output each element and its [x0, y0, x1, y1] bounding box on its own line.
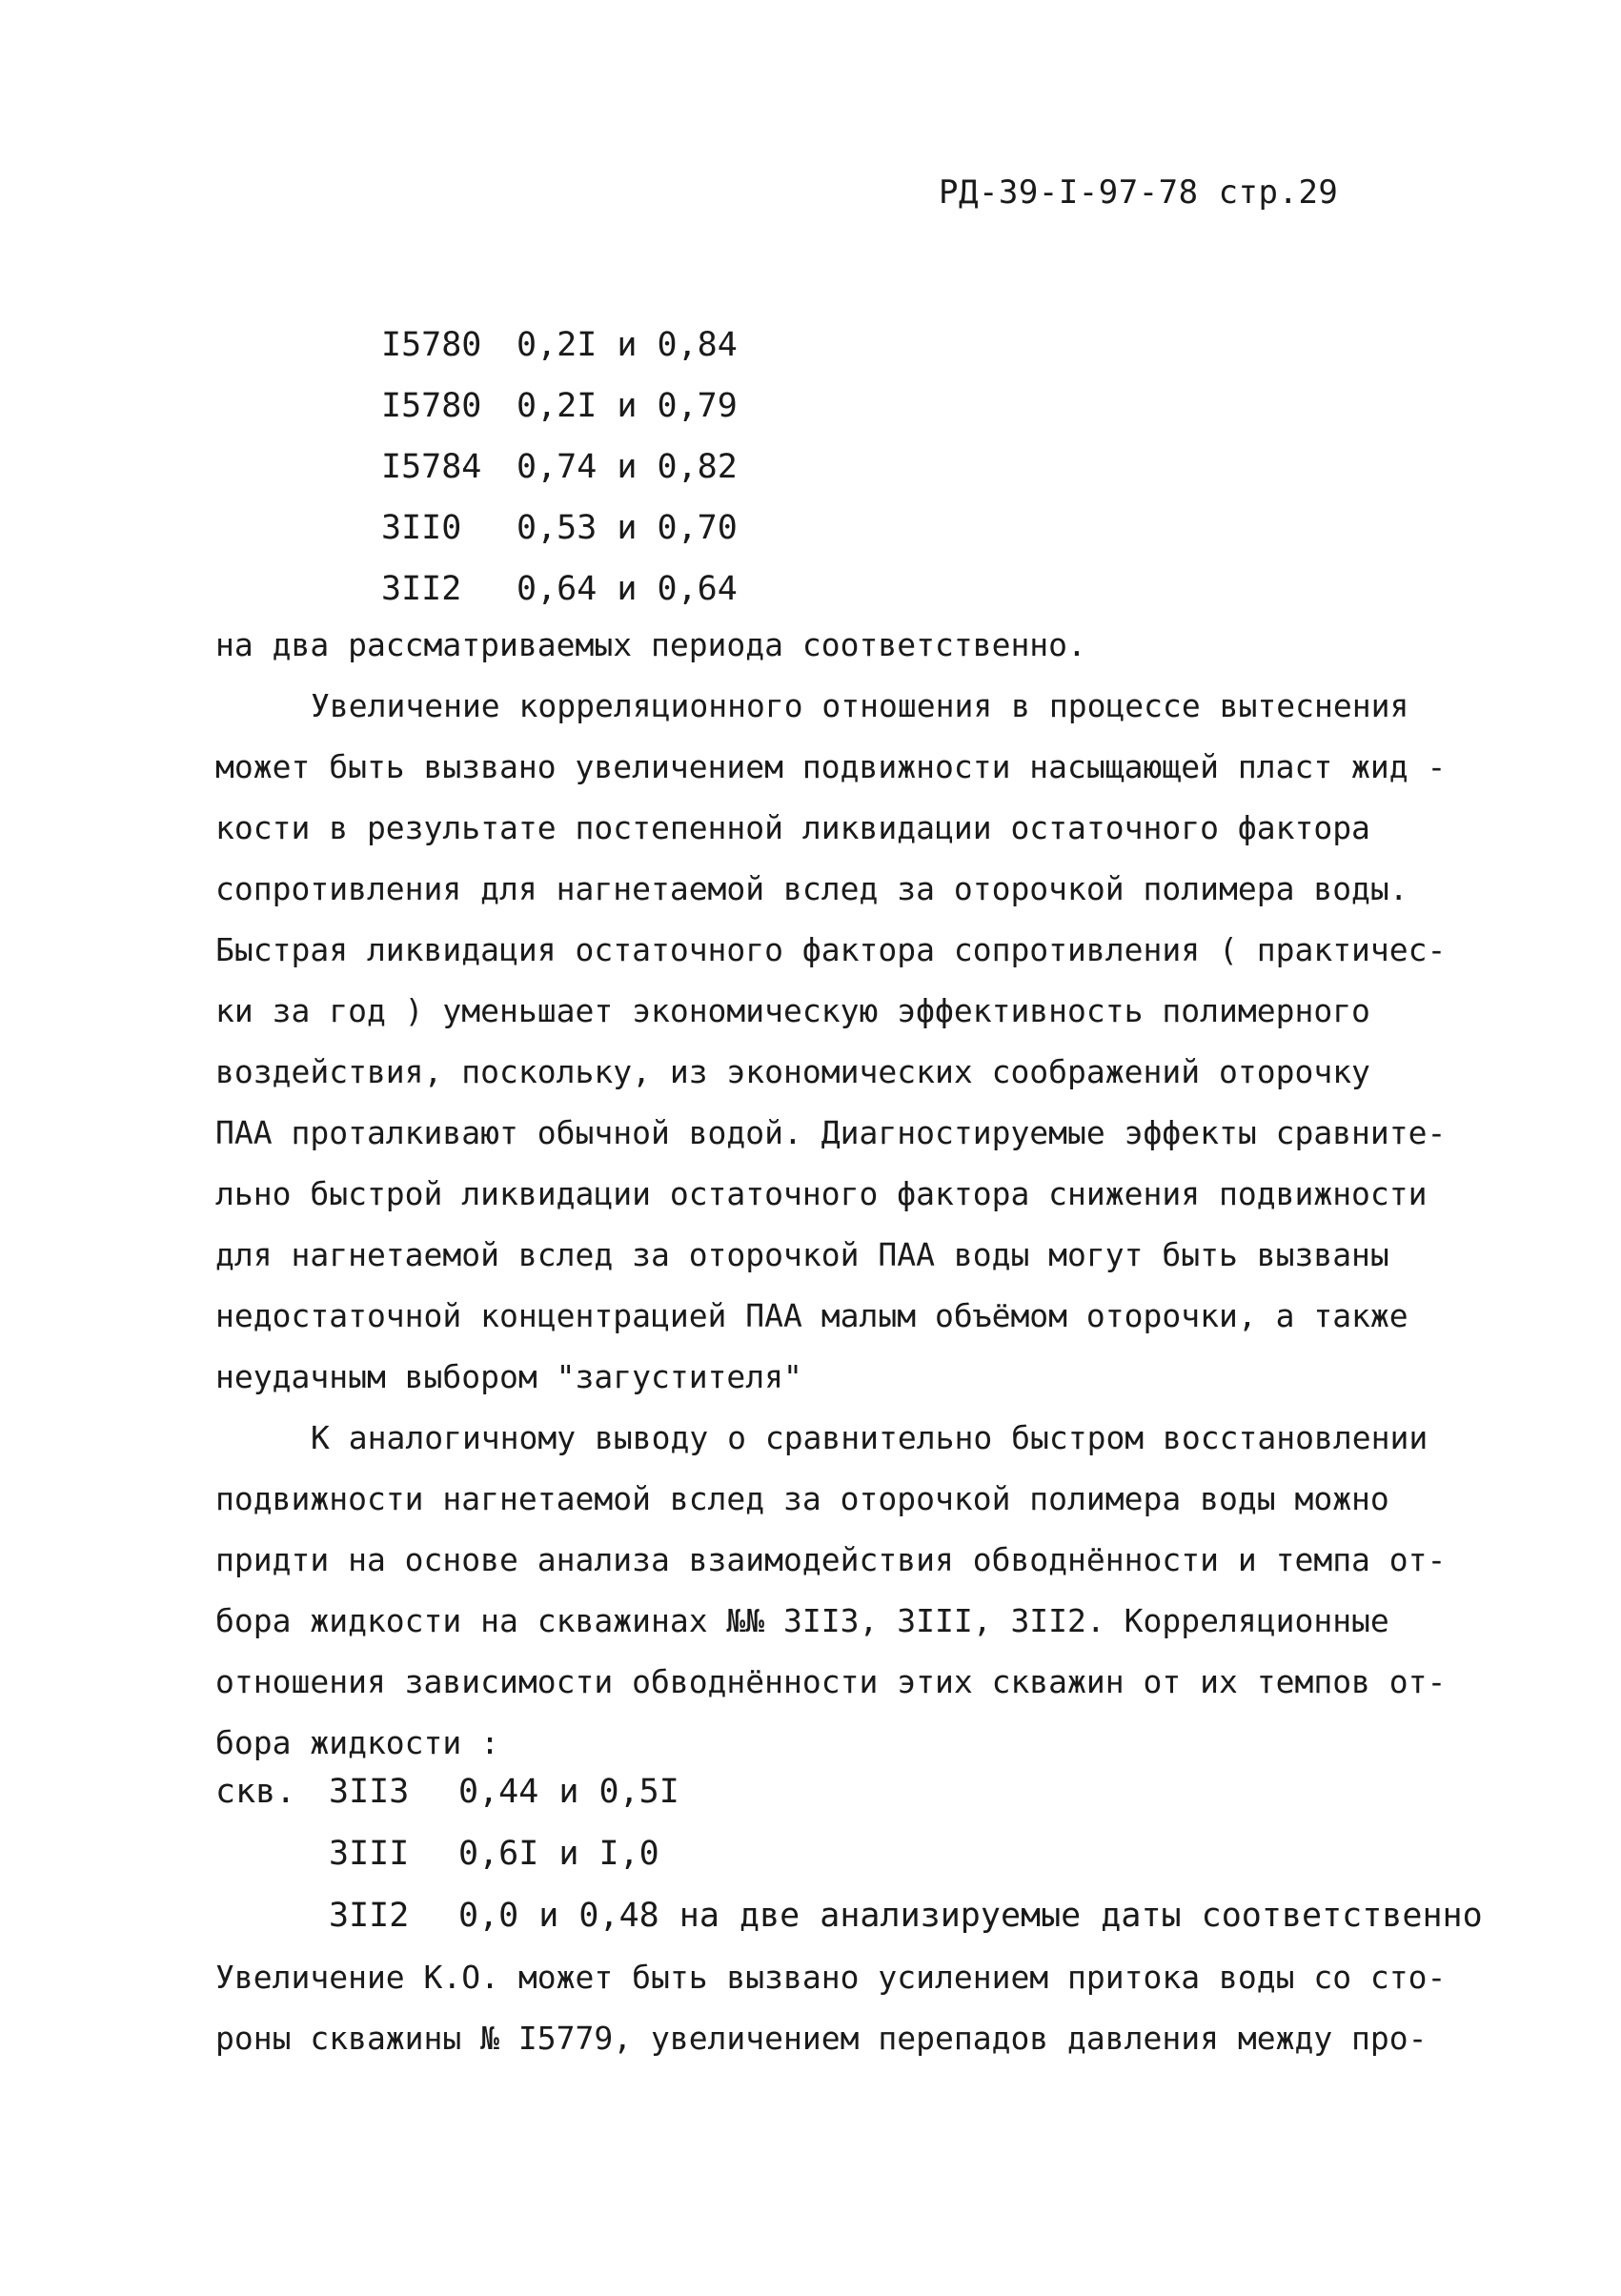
text-line: неудачным выбором "загустителя": [215, 1358, 802, 1395]
text-line: К аналогичному выводу о сравнительно быстром восстановлении: [311, 1419, 1429, 1456]
table-row: [381, 498, 738, 559]
text-line: ПАА проталкивают обычной водой. Диагностируемые эффекты сравните-: [215, 1114, 1447, 1151]
correlation-values: 0,2I и 0,84: [517, 326, 738, 364]
correlation-values: 0,6I и I,0: [458, 1835, 659, 1873]
paragraph-analogous-conclusion: [215, 1408, 1445, 1774]
text-line: Быстрая ликвидация остаточного фактора сопротивления ( практичес-: [215, 931, 1447, 968]
well-number: I5780: [381, 326, 482, 364]
well-number: 3II3: [329, 1773, 410, 1811]
text-line: придти на основе анализа взаимодействия обводнённости и темпа от-: [215, 1541, 1447, 1578]
table-row: [215, 1823, 1483, 1885]
well-number: 3II0: [381, 509, 462, 547]
text-line: отношения зависимости обводнённости этих скважин от их темпов от-: [215, 1663, 1447, 1700]
text-line: воздействия, поскольку, из экономических соображений оторочку: [215, 1053, 1370, 1090]
text-line: льно быстрой ликвидации остаточного фактора снижения подвижности: [215, 1175, 1428, 1212]
correlation-values: 0,74 и 0,82: [517, 448, 738, 486]
table-row: [215, 1761, 1483, 1823]
correlation-values: 0,2I и 0,79: [517, 387, 738, 425]
text-line: роны скважины № I5779, увеличением перепадов давления между про-: [215, 2020, 1428, 2057]
correlation-table-1: [381, 315, 738, 620]
well-prefix: скв.: [215, 1773, 296, 1811]
well-number: 3II2: [381, 570, 462, 608]
text-line: сопротивления для нагнетаемой вслед за оторочкой полимера воды.: [215, 870, 1408, 907]
correlation-table-2: [215, 1761, 1483, 1947]
table-row: [215, 1885, 1483, 1947]
well-number: 3II2: [329, 1897, 410, 1935]
paragraph-ko-increase: [215, 1947, 1445, 2069]
table-row: [381, 315, 738, 376]
paragraph-correlation-increase: [215, 676, 1445, 1408]
correlation-values: 0,64 и 0,64: [517, 570, 738, 608]
text-line: бора жидкости :: [215, 1724, 500, 1761]
text-line: кости в результате постепенной ликвидации остаточного фактора: [215, 809, 1370, 846]
table-row: [381, 376, 738, 437]
text-line: для нагнетаемой вслед за оторочкой ПАА воды могут быть вызваны: [215, 1236, 1389, 1273]
well-number: I5780: [381, 387, 482, 425]
well-number: 3III: [329, 1835, 410, 1873]
text-line: Увеличение корреляционного отношения в процессе вытеснения: [311, 687, 1409, 724]
text-line: ки за год ) уменьшает экономическую эффективность полимерного: [215, 992, 1370, 1029]
page-header: РД-39-I-97-78 стр.29: [939, 173, 1339, 212]
correlation-values: 0,0 и 0,48 на две анализируемые даты соответственно: [458, 1897, 1483, 1935]
text-line: может быть вызвано увеличением подвижности насыщающей пласт жид -: [215, 748, 1447, 785]
text-line: Увеличение К.О. может быть вызвано усилением притока воды со сто-: [215, 1959, 1447, 1996]
text-line: бора жидкости на скважинах №№ 3II3, 3III, 3II2. Корреляционные: [215, 1602, 1389, 1639]
correlation-values: 0,53 и 0,70: [517, 509, 738, 547]
table-row: [381, 437, 738, 498]
table-row: [381, 559, 738, 620]
well-number: I5784: [381, 448, 482, 486]
correlation-values: 0,44 и 0,5I: [458, 1773, 679, 1811]
text-line: на два рассматриваемых периода соответственно.: [215, 626, 1086, 663]
paragraph-periods: [215, 615, 1445, 676]
text-line: подвижности нагнетаемой вслед за оторочкой полимера воды можно: [215, 1480, 1389, 1517]
text-line: недостаточной концентрацией ПАА малым объёмом оторочки, а также: [215, 1297, 1408, 1334]
